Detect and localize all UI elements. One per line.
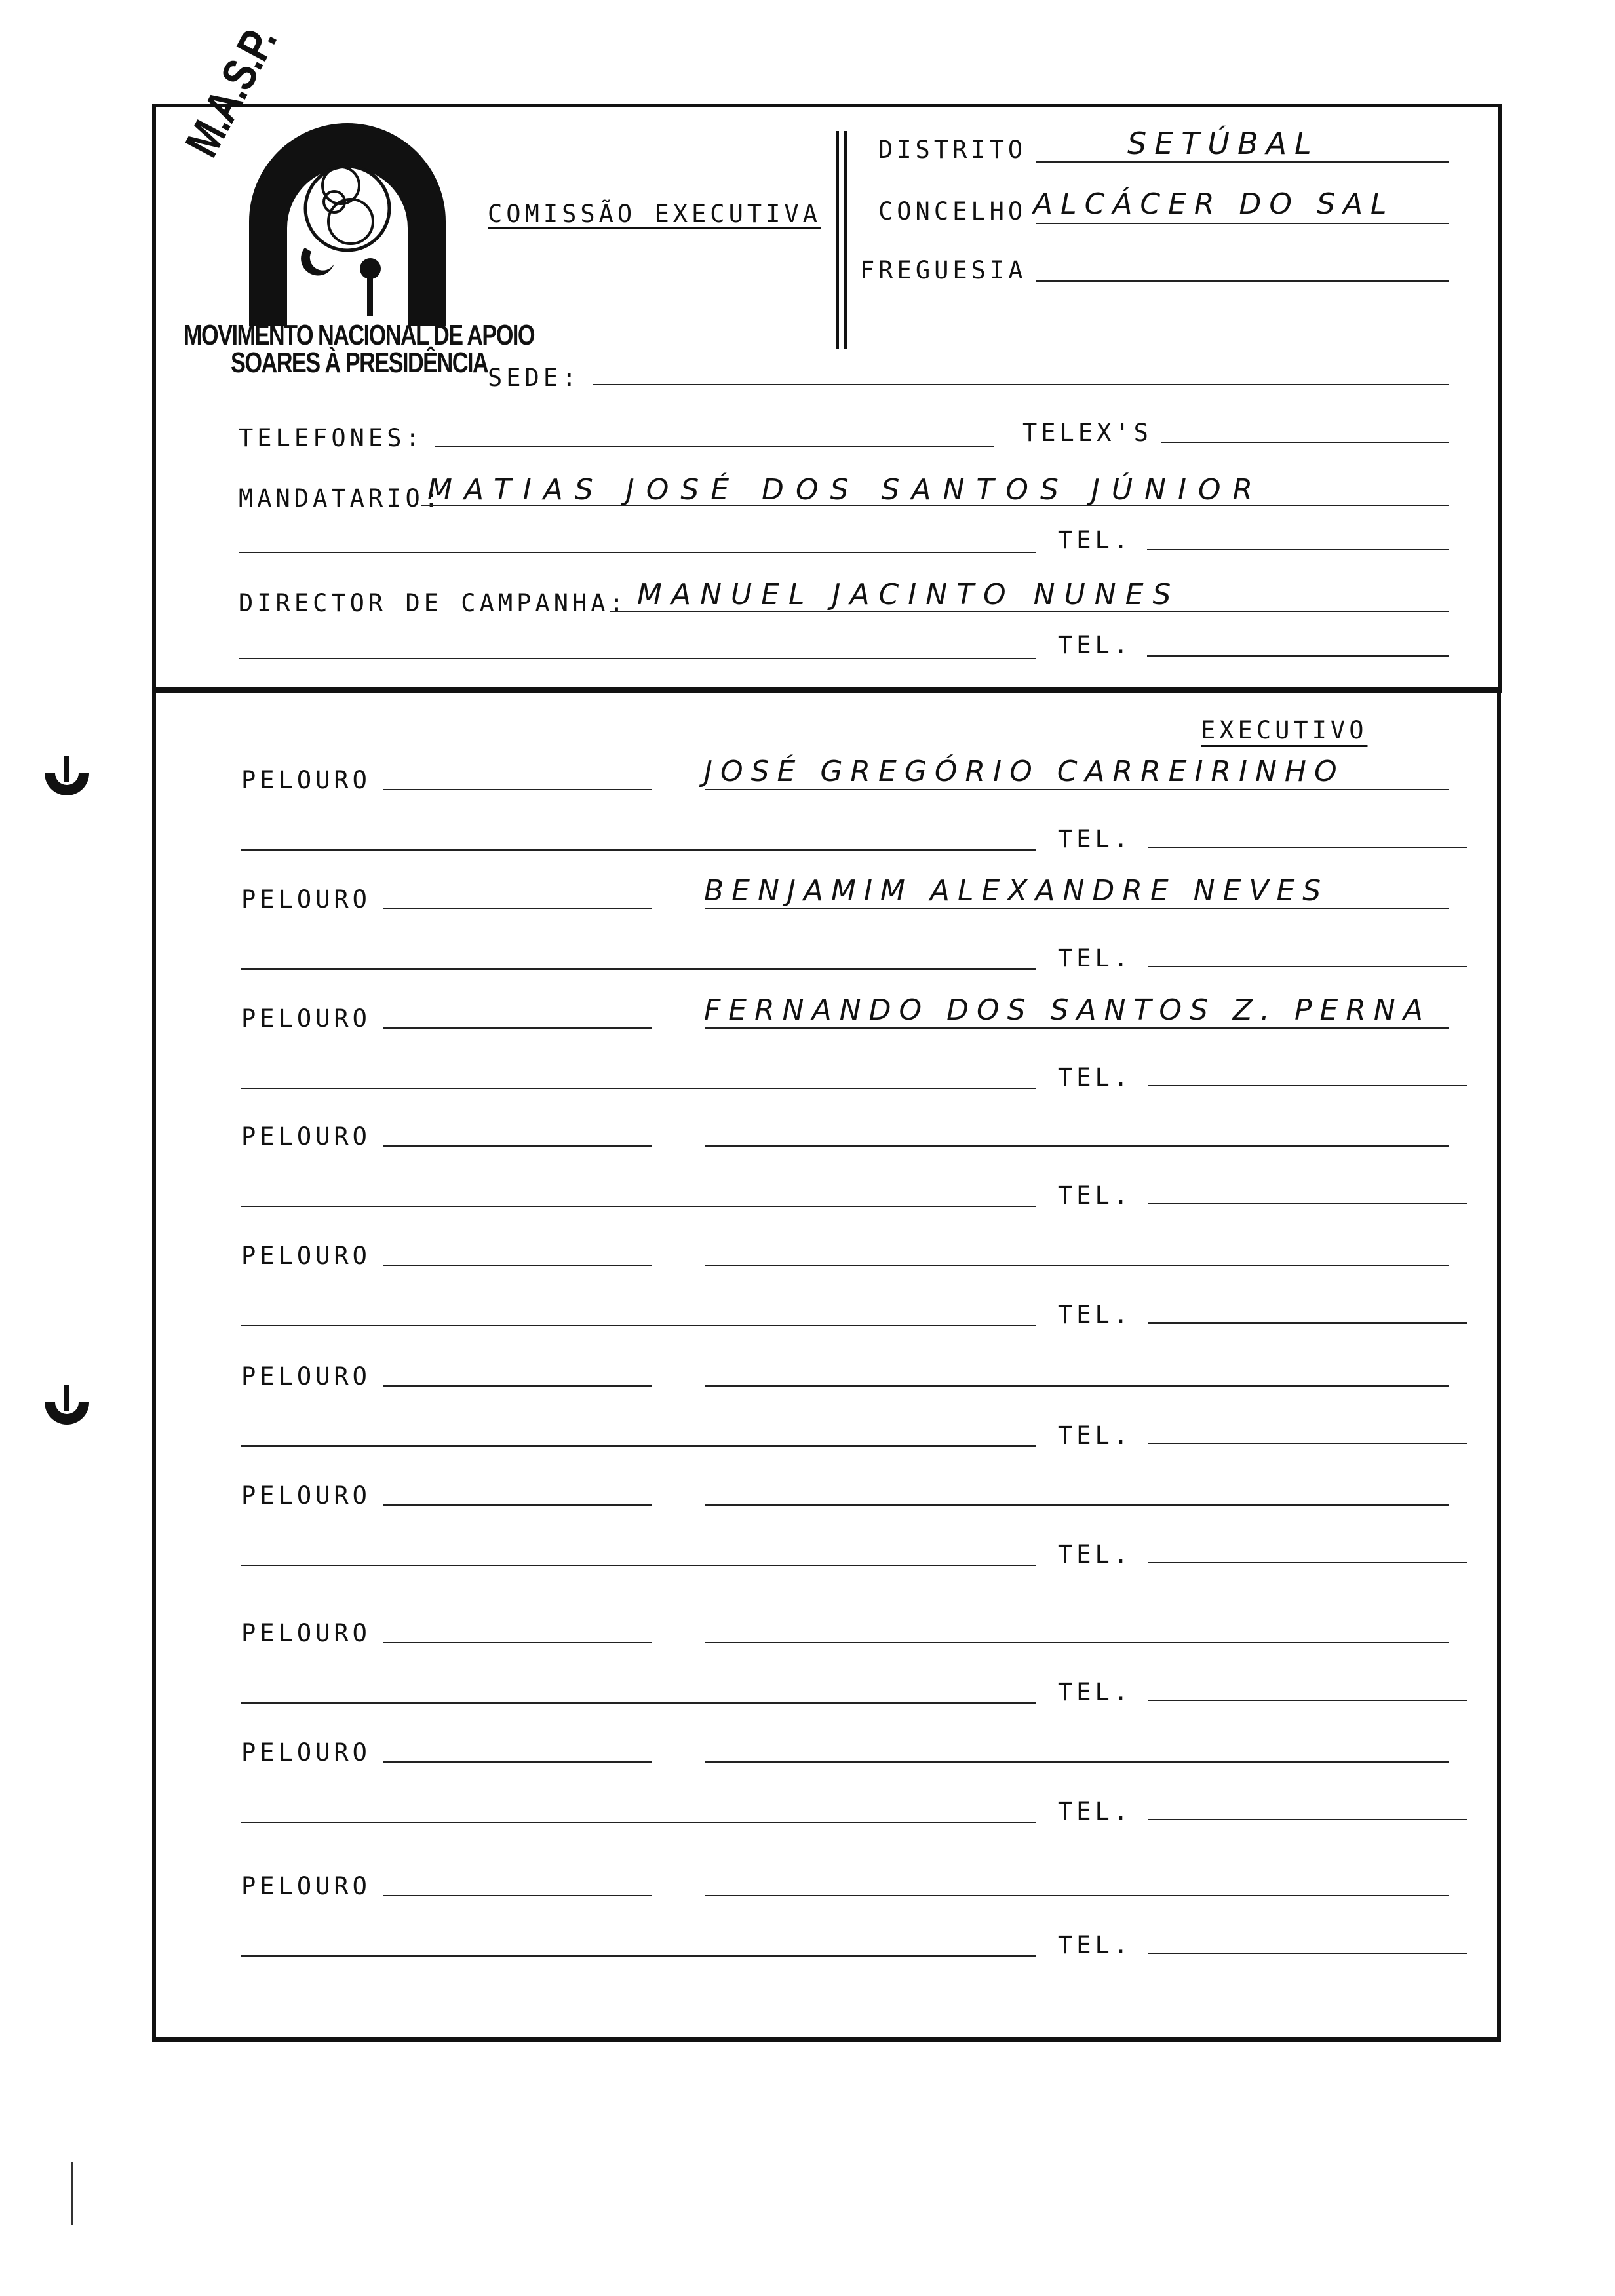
distrito-label: DISTRITO [878,136,1027,164]
pelouro-label: PELOURO [241,1738,371,1767]
member-continuation-line [241,1955,1036,1957]
pelouro-label: PELOURO [241,1122,371,1151]
member-tel-field[interactable] [1148,1700,1467,1701]
member-continuation-line [241,849,1036,851]
freguesia-label: FREGUESIA [860,256,1027,284]
member-continuation-line [241,1565,1036,1566]
executivo-heading: EXECUTIVO [1201,716,1368,744]
member-tel-label: TEL. [1058,825,1133,853]
director-label: DIRECTOR DE CAMPANHA: [239,589,628,617]
logo-acronym: M.A.S.P. [175,18,287,165]
vertical-divider [836,131,839,349]
sede-label: SEDE: [488,364,581,392]
member-tel-label: TEL. [1058,1678,1133,1706]
pelouro-field[interactable] [383,1385,652,1387]
mandatario-continuation-line [239,552,1036,553]
pelouro-field[interactable] [383,1642,652,1643]
pelouro-field[interactable] [383,1761,652,1763]
member-tel-label: TEL. [1058,1421,1133,1449]
member-tel-label: TEL. [1058,1931,1133,1959]
member-tel-field[interactable] [1148,847,1467,848]
logo-line-2: SOARES À PRESIDÊNCIA [231,347,488,379]
member-name-field[interactable] [705,1642,1449,1643]
binder-punch-mark-icon [41,1383,93,1435]
member-tel-label: TEL. [1058,1181,1133,1210]
member-name-field[interactable] [705,1504,1449,1506]
pelouro-field[interactable] [383,1027,652,1029]
director-value: MANUEL JACINTO NUNES [637,578,1180,611]
concelho-value: ALCÁCER DO SAL [1033,187,1395,221]
member-name-value: BENJAMIM ALEXANDRE NEVES [704,874,1329,908]
member-continuation-line [241,1206,1036,1207]
member-name-field[interactable] [705,789,1449,790]
member-tel-field[interactable] [1148,1819,1467,1820]
member-continuation-line [241,1702,1036,1704]
pelouro-label: PELOURO [241,1362,371,1390]
member-continuation-line [241,1445,1036,1447]
member-name-value: FERNANDO DOS SANTOS Z. PERNA [704,993,1431,1027]
member-name-field[interactable] [705,1027,1449,1029]
member-tel-field[interactable] [1148,1443,1467,1444]
member-name-field[interactable] [705,1265,1449,1266]
freguesia-field[interactable] [1036,280,1449,282]
member-continuation-line [241,1088,1036,1089]
pelouro-label: PELOURO [241,766,371,794]
member-name-value: JOSÉ GREGÓRIO CARREIRINHO [704,755,1345,788]
pelouro-label: PELOURO [241,1242,371,1270]
member-tel-field[interactable] [1148,1322,1467,1324]
concelho-label: CONCELHO [878,197,1027,225]
member-name-field[interactable] [705,908,1449,909]
masp-emblem-icon [236,123,459,326]
member-tel-field[interactable] [1148,1203,1467,1204]
sede-field[interactable] [593,384,1449,385]
director-tel-field[interactable] [1147,655,1449,657]
pelouro-field[interactable] [383,1895,652,1896]
distrito-value: SETÚBAL [1127,126,1319,161]
pelouro-label: PELOURO [241,1872,371,1900]
mandatario-tel-field[interactable] [1147,549,1449,550]
member-continuation-line [241,1325,1036,1326]
pelouro-label: PELOURO [241,1004,371,1033]
pelouro-field[interactable] [383,908,652,909]
member-tel-label: TEL. [1058,1301,1133,1329]
vertical-divider [844,131,847,349]
telex-field[interactable] [1161,442,1449,443]
member-tel-field[interactable] [1148,1562,1467,1563]
member-tel-label: TEL. [1058,1063,1133,1092]
pelouro-label: PELOURO [241,1482,371,1510]
member-tel-field[interactable] [1148,1085,1467,1086]
member-tel-field[interactable] [1148,966,1467,967]
member-tel-label: TEL. [1058,944,1133,972]
director-tel-label: TEL. [1058,631,1133,659]
member-continuation-line [241,1822,1036,1823]
member-name-field[interactable] [705,1895,1449,1896]
pelouro-field[interactable] [383,1145,652,1147]
member-name-field[interactable] [705,1145,1449,1147]
mandatario-value: MATIAS JOSÉ DOS SANTOS JÚNIOR [427,473,1265,507]
logo-line-1: MOVIMENTO NACIONAL DE APOIO [184,319,535,351]
member-tel-label: TEL. [1058,1797,1133,1826]
telefones-field[interactable] [435,446,994,447]
director-continuation-line [239,658,1036,659]
member-continuation-line [241,968,1036,970]
pelouro-field[interactable] [383,1504,652,1506]
margin-mark [71,2162,73,2225]
mandatario-tel-label: TEL. [1058,526,1133,554]
concelho-field[interactable] [1036,223,1449,224]
masp-logo [175,18,535,385]
telefones-label: TELEFONES: [239,424,424,452]
pelouro-label: PELOURO [241,885,371,913]
binder-punch-mark-icon [41,754,93,806]
page-title: COMISSÃO EXECUTIVA [488,200,821,228]
member-tel-field[interactable] [1148,1953,1467,1954]
distrito-field[interactable] [1036,161,1449,163]
pelouro-field[interactable] [383,789,652,790]
member-name-field[interactable] [705,1761,1449,1763]
pelouro-label: PELOURO [241,1619,371,1647]
member-name-field[interactable] [705,1385,1449,1387]
pelouro-field[interactable] [383,1265,652,1266]
telex-label: TELEX'S [1022,419,1152,447]
member-tel-label: TEL. [1058,1540,1133,1569]
mandatario-label: MANDATARIO: [239,484,443,512]
